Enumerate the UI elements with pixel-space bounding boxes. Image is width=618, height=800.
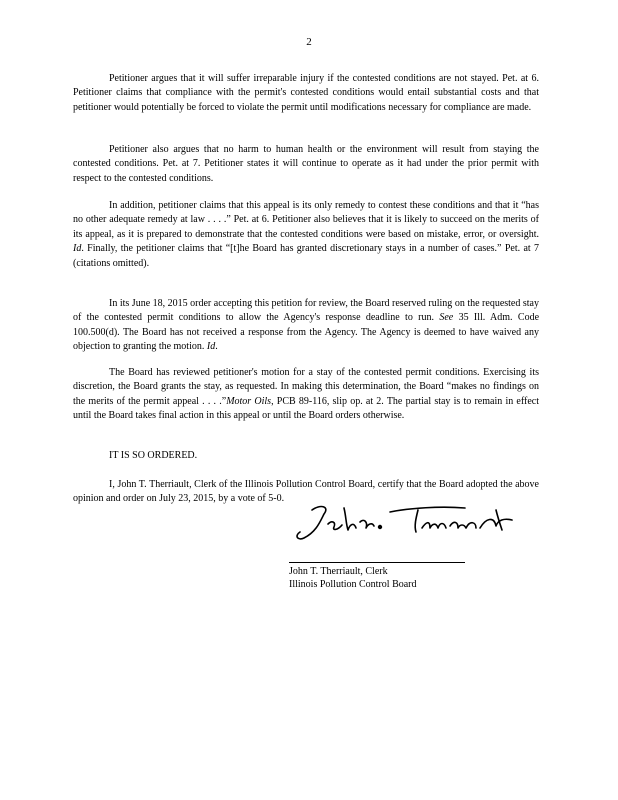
paragraph-only-remedy <box>73 199 539 271</box>
id-citation: Id <box>73 243 82 255</box>
handwritten-signature <box>290 500 530 544</box>
see-signal: See <box>439 312 454 324</box>
p3-text-b: . Finally, the petitioner claims that “[t]he Board has granted discretionary stays in a number of cases.” Pet. at 7 (citations omitted). <box>73 243 539 269</box>
page-number: 2 <box>306 36 312 48</box>
paragraph-order-accepting <box>73 297 539 355</box>
so-ordered: IT IS SO ORDERED. <box>109 450 198 461</box>
paragraph-certification: I, John T. Therriault, Clerk of the Illinois Pollution Control Board, certify that the Board adopted the above opinion and order on July 23, 2015, by a vote of 5-0. <box>73 479 539 505</box>
paragraph-no-harm: Petitioner also argues that no harm to human health or the environment will result from staying the contested conditions. Pet. at 7. Petitioner states it will continue to operate as it had under the prior permit with respect to the contested conditions. <box>73 144 539 184</box>
signature-block <box>289 565 417 591</box>
id-citation: Id <box>206 341 216 353</box>
signature-line <box>289 562 465 563</box>
paragraph-irreparable-injury: Petitioner argues that it will suffer irreparable injury if the contested conditions are not stayed. Pet. at 6. Petitioner claims that compliance with the permit's contested conditions would entail substantial costs and that petitioner would potentially be forced to violate the permit until modifications necessary for compliance are made. <box>73 73 539 113</box>
p5-text-a: The Board has reviewed petitioner's motion for a stay of the contested permit conditions. Exercising its discretion, the Board grants the stay, as requested. In making this determination, the Board “makes no findings on the merits of the permit appeal . . . .” <box>73 367 539 407</box>
paragraph-stay-granted <box>73 366 539 424</box>
p3-text-a: In addition, petitioner claims that this appeal is its only remedy to contest these conditions and that it “has no other adequate remedy at law . . . .” Pet. at 6. Petitioner also believes that it is likely to succeed on the merits of its appeal, as it is prepared to demonstrate that the contested conditions were based on mistake, error, or oversight. <box>73 200 539 240</box>
p4-text-c: . <box>215 341 218 353</box>
signer-name: John T. Therriault, Clerk <box>289 566 388 577</box>
p5-text-b: , PCB 89-116, slip op. at 2. The partial stay is to remain in effect until the Board takes final action in this appeal or until the Board orders otherwise. <box>73 395 539 422</box>
case-name: Motor Oils <box>226 395 272 407</box>
p4-text-b: 35 Ill. Adm. Code 100.500(d). The Board has not received a response from the Agency. The Agency is deemed to have waived any objection to granting the motion. <box>73 312 540 353</box>
signer-organization: Illinois Pollution Control Board <box>289 579 417 590</box>
p4-text-a: In its June 18, 2015 order accepting this petition for review, the Board reserved ruling on the requested stay of the contested permit conditions to allow the Agency's response deadline to run. <box>73 298 539 324</box>
